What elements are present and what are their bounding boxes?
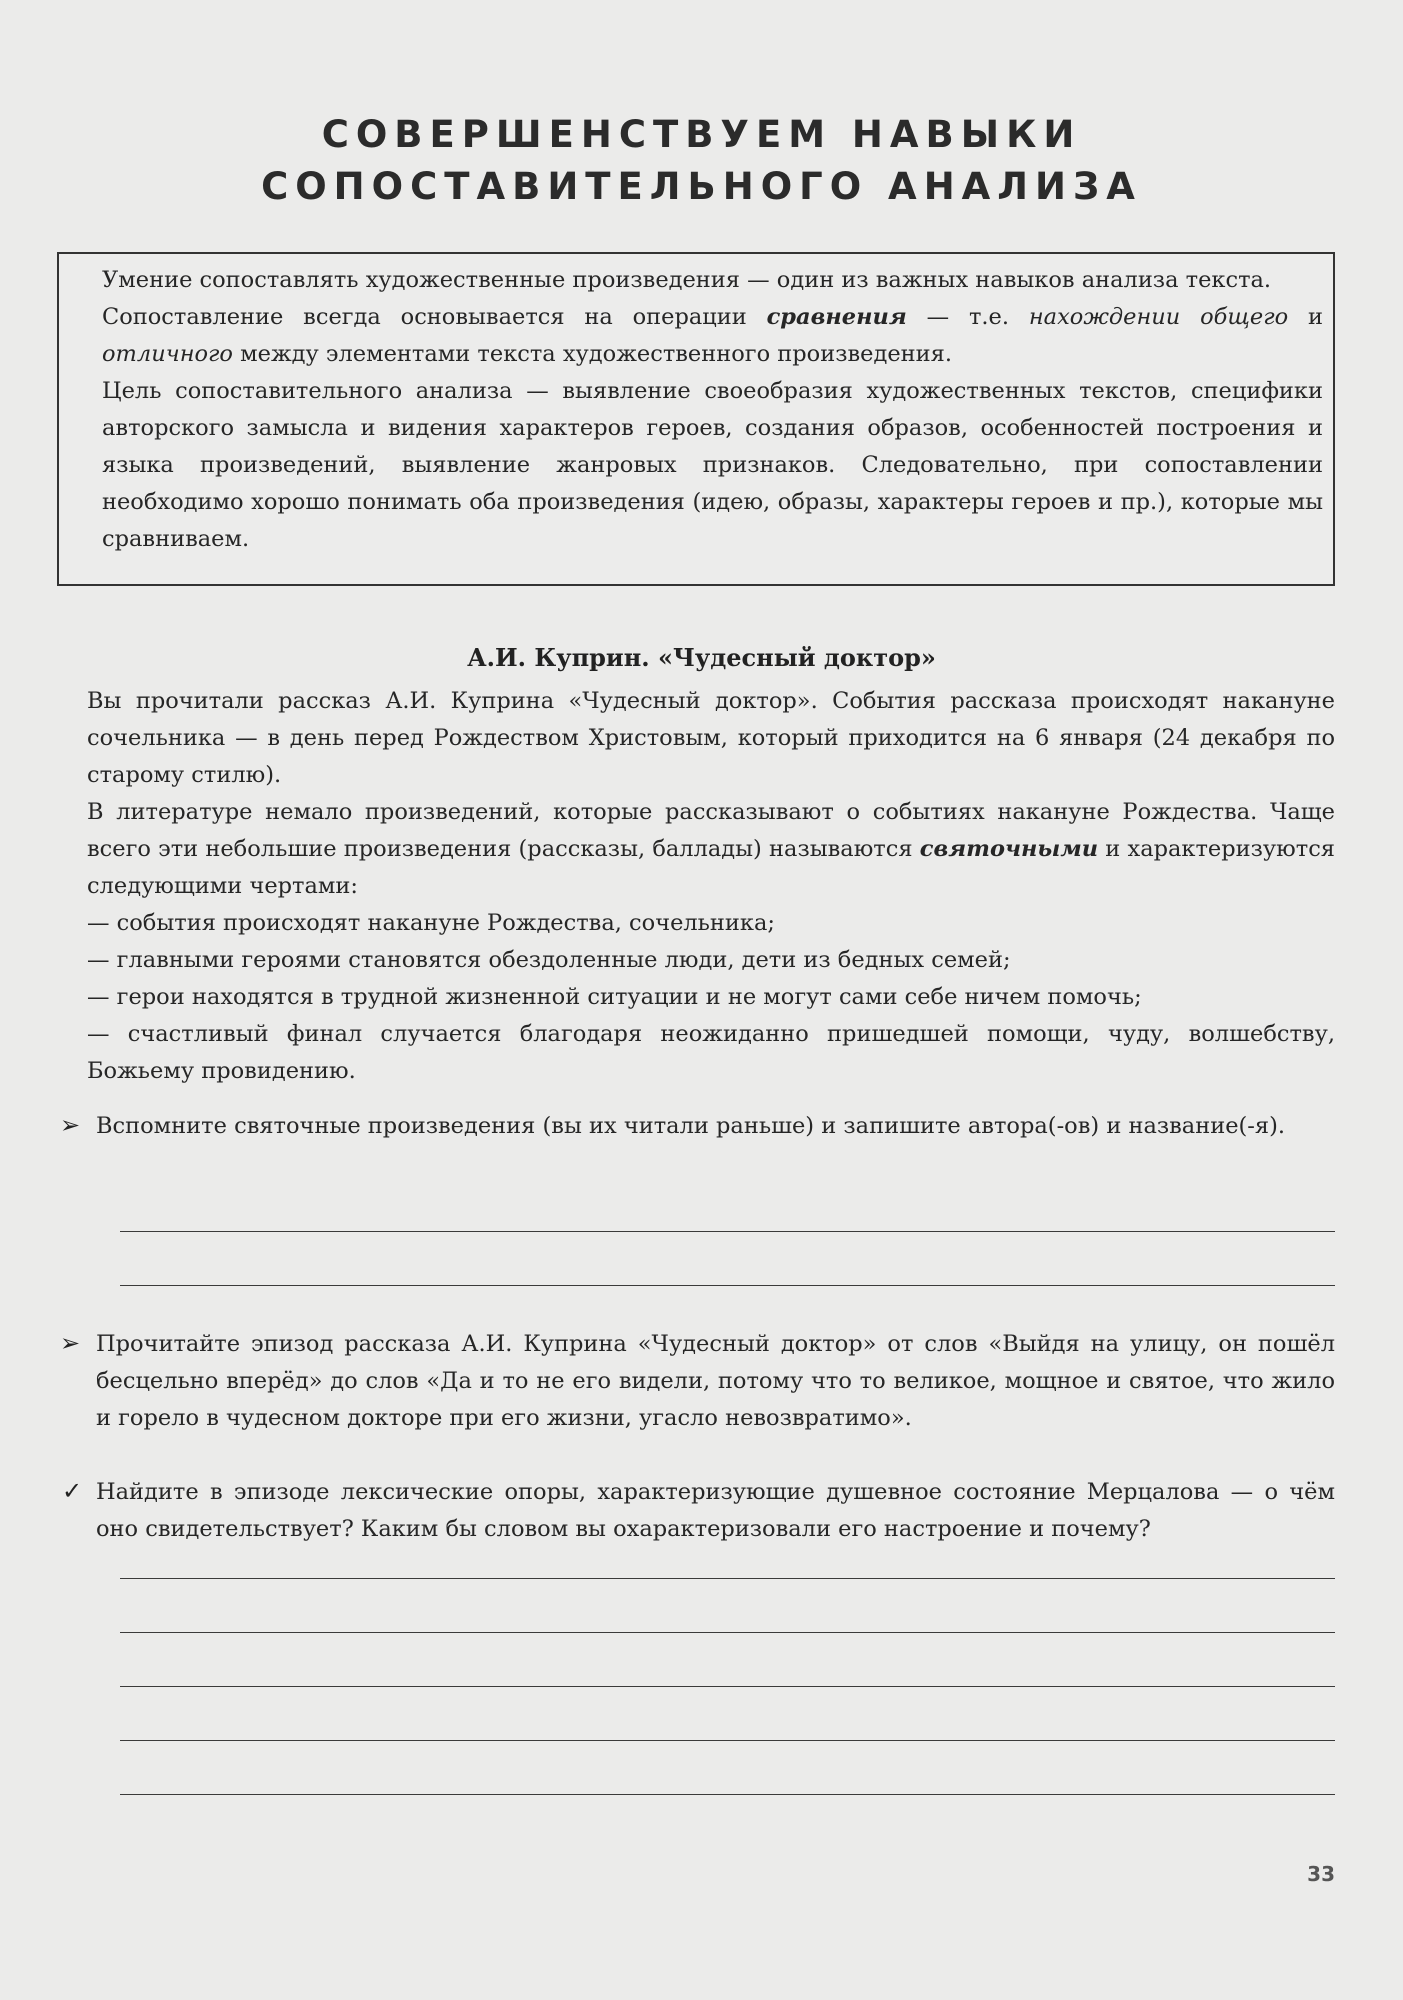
info-box-text [68,262,1323,558]
page-title-line-1: СОВЕРШЕНСТВУЕМ НАВЫКИ [321,113,1082,156]
box-paragraph-2: Сопоставление всегда основывается на операции сравнения — т.е. нахождении общего и отличного между элементами текста художественного произведения. [102,304,1323,367]
task-1: Вспомните святочные произведения (вы их читали раньше) и запишите автора(-ов) и название(-я). [96,1113,1286,1139]
arrow-marker-icon: ➢ [60,1329,81,1357]
feature-item: — события происходят накануне Рождества, сочельника; [87,910,775,936]
task-3: Найдите в эпизоде лексические опоры, характеризующие душевное состояние Мерцалова — о чём оно свидетельствует? Каким бы словом вы охарактеризовали его настроение и почему? [96,1479,1335,1542]
check-marker-icon: ✓ [62,1477,83,1505]
answer-line[interactable] [120,1794,1335,1795]
literature-paragraph: В литературе немало произведений, которые рассказывают о событиях накануне Рождества. Чаще всего эти небольшие произведения (рассказы, баллады) называются святочными и характеризуются следующими чертами: [87,799,1335,899]
answer-line[interactable] [120,1632,1335,1633]
answer-line[interactable] [120,1686,1335,1687]
feature-item: — герои находятся в трудной жизненной ситуации и не могут сами себе ничем помочь; [87,984,1142,1010]
intro-text [53,683,1335,1090]
task-2: Прочитайте эпизод рассказа А.И. Куприна «Чудесный доктор» от слов «Выйдя на улицу, он пошёл бесцельно вперёд» до слов «Да и то не его видели, потому что то великое, мощное и святое, что жило и горело в чудесном докторе при его жизни, угасло невозвратимо». [96,1331,1335,1431]
feature-item: — главными героями становятся обездоленные люди, дети из бедных семей; [87,947,1011,973]
answer-line[interactable] [120,1578,1335,1579]
box-paragraph-3: Цель сопоставительного анализа — выявление своеобразия художественных текстов, специфики авторского замысла и видения характеров героев, создания образов, особенностей построения и языка произведений, выявление жанровых признаков. Следовательно, при сопоставлении необходимо хорошо понимать оба произведения (идею, образы, характеры героев и пр.), которые мы сравниваем. [102,378,1323,552]
intro-paragraph: Вы прочитали рассказ А.И. Куприна «Чудесный доктор». События рассказа происходят накануне сочельника — в день перед Рождеством Христовым, который приходится на 6 января (24 декабря по старому стилю). [87,688,1335,788]
page-title-line-2: СОПОСТАВИТЕЛЬНОГО АНАЛИЗА [261,165,1142,208]
feature-item: — счастливый финал случается благодаря неожиданно пришедшей помощи, чуду, волшебству, Божьему провидению. [87,1021,1335,1084]
box-paragraph-1: Умение сопоставлять художественные произведения — один из важных навыков анализа текста. [102,267,1272,293]
arrow-marker-icon: ➢ [60,1111,81,1139]
page-number: 33 [1307,1862,1335,1886]
section-heading: А.И. Куприн. «Чудесный доктор» [467,643,936,672]
answer-line[interactable] [120,1740,1335,1741]
answer-line[interactable] [120,1231,1335,1232]
answer-line[interactable] [120,1285,1335,1286]
